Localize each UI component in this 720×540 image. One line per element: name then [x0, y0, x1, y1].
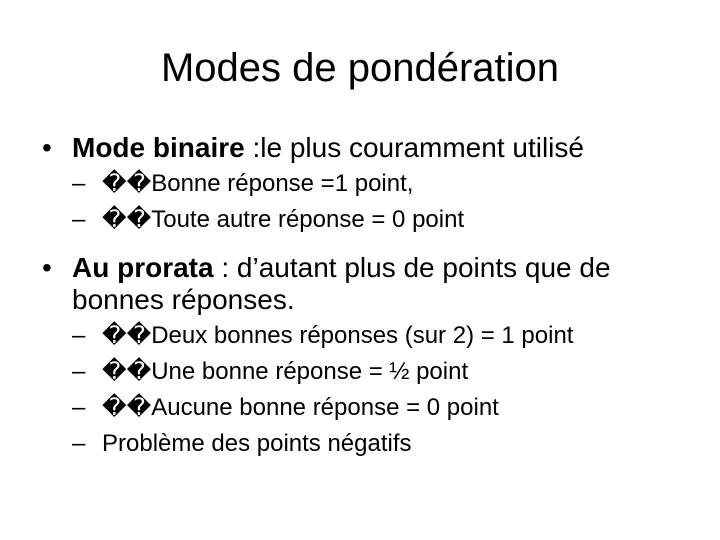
bullet-heading: Mode binaire [72, 132, 245, 163]
sub-marker: – [72, 430, 86, 457]
sub-marker: – [72, 206, 86, 233]
sub-item [72, 166, 413, 202]
sub-item [72, 426, 412, 462]
sub-item [72, 354, 468, 390]
sub-item-text: ��Aucune bonne réponse = 0 point [102, 394, 499, 421]
slide-title: Modes de pondération [160, 46, 560, 90]
bullet-text [72, 132, 584, 164]
sub-marker: – [72, 322, 86, 349]
bullet-marker: • [42, 252, 52, 283]
sub-item-text: ��Toute autre réponse = 0 point [102, 206, 465, 233]
bullet-marker: • [42, 132, 52, 163]
sub-marker: – [72, 394, 86, 421]
sub-marker: – [72, 170, 86, 197]
sub-item-text: ��Une bonne réponse = ½ point [102, 358, 469, 385]
bullet-description: : d’autant plus de points que de bonnes réponses. [72, 252, 611, 315]
sub-item [72, 390, 499, 426]
sub-item-text: ��Deux bonnes réponses (sur 2) = 1 point [102, 322, 574, 349]
bullet-heading: Au prorata [72, 252, 214, 283]
sub-item [72, 318, 573, 354]
sub-item-text: ��Bonne réponse =1 point, [102, 170, 414, 197]
bullet-description: :le plus couramment utilisé [244, 132, 584, 163]
sub-marker: – [72, 358, 86, 385]
sub-item [72, 202, 464, 238]
bullet-text [72, 252, 682, 316]
sub-item-text: Problème des points négatifs [102, 430, 412, 457]
